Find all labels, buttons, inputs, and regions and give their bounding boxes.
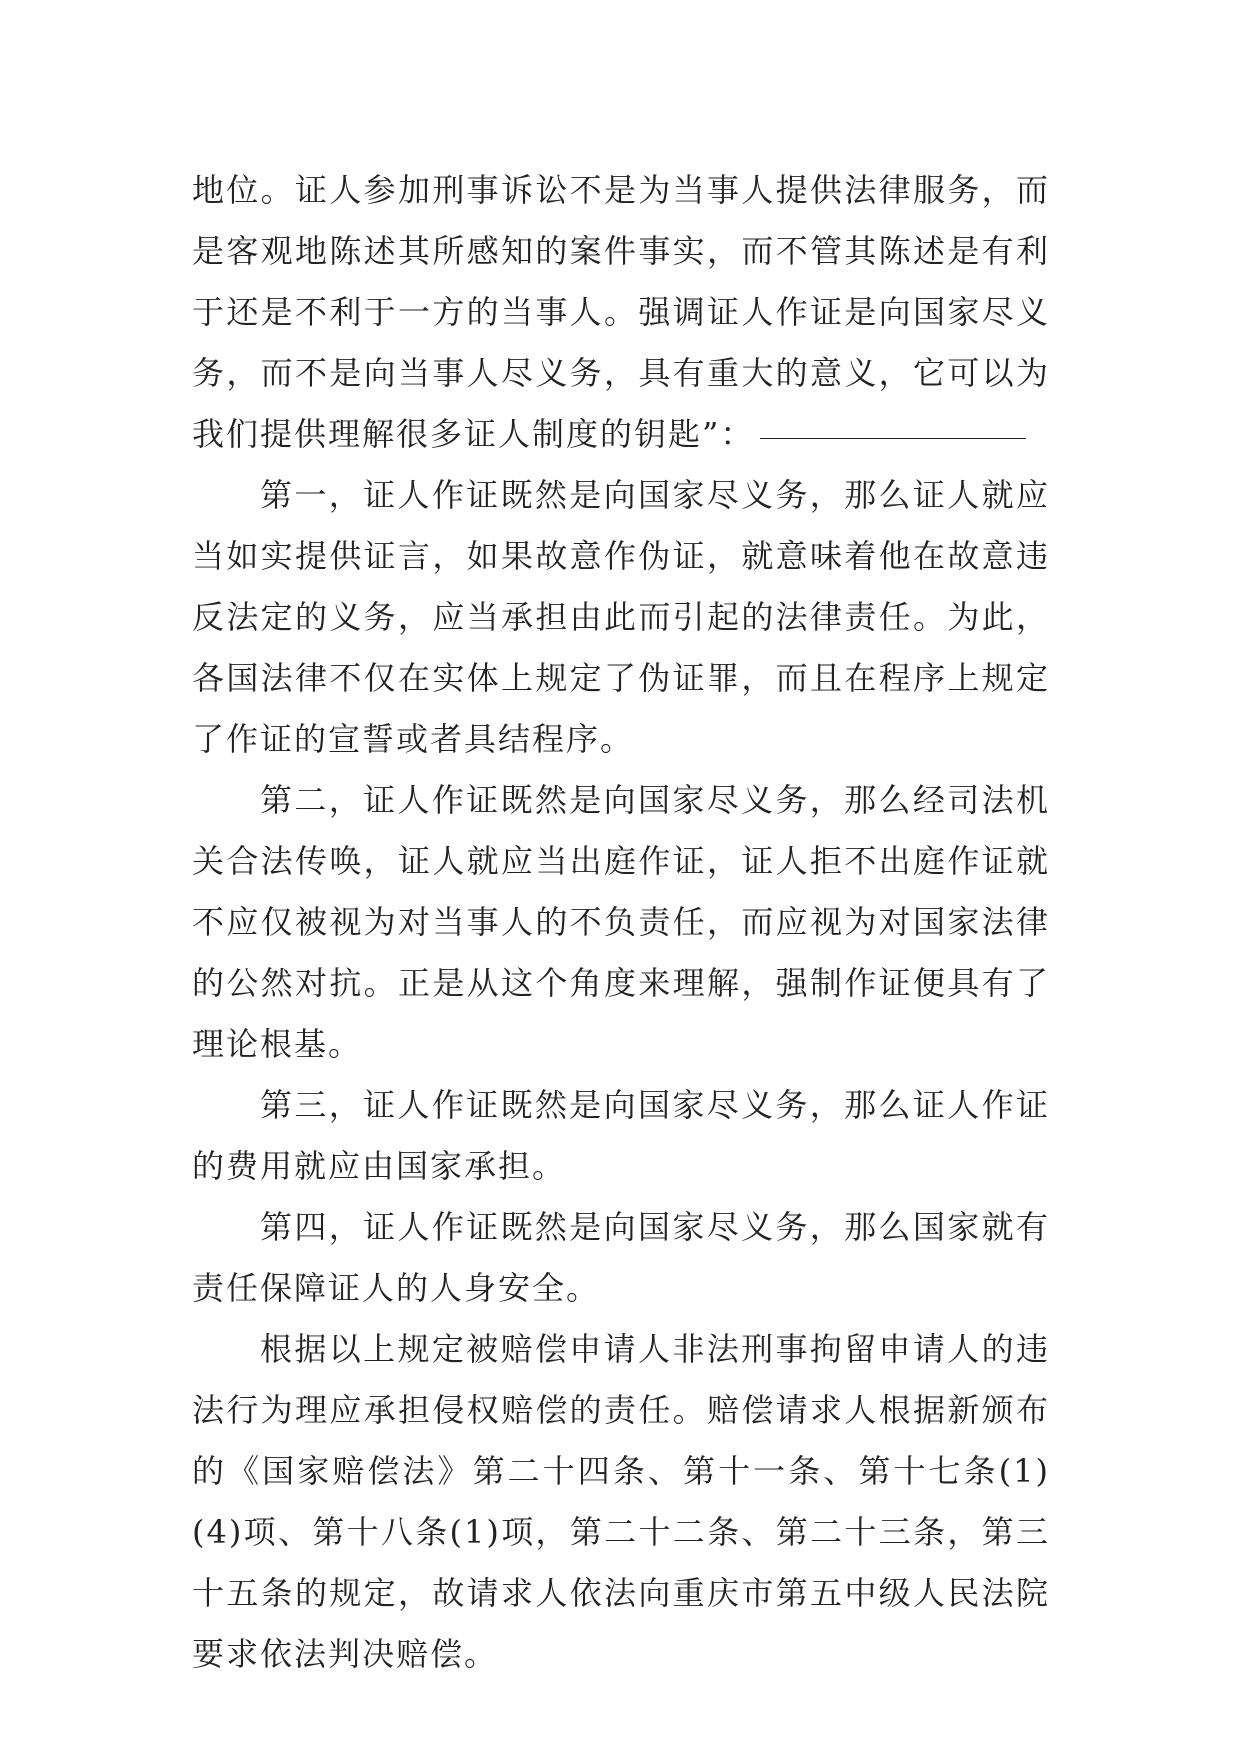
paragraph-text: 根据以上规定被赔偿申请人非法刑事拘留申请人的违法行为理应承担侵权赔偿的责任。赔偿请求人根据新颁布的《国家赔偿法》第二十四条、第十一条、第十七条(1)(4)项、第十八条(1)项，第二十二条、第二十三条，第三十五条的规定，故请求人依法向重庆市第五中级人民法院要求依法判决赔偿。 <box>192 1330 1050 1673</box>
paragraph-text: 第三，证人作证既然是向国家尽义务，那么证人作证的费用就应由国家承担。 <box>192 1086 1050 1185</box>
paragraph-first <box>192 465 1050 770</box>
paragraph-conclusion <box>192 1319 1050 1685</box>
paragraph-continuation <box>192 160 1050 465</box>
paragraph-fourth <box>192 1197 1050 1319</box>
paragraph-text: 第一，证人作证既然是向国家尽义务，那么证人就应当如实提供证言，如果故意作伪证，就意味着他在故意违反法定的义务，应当承担由此而引起的法律责任。为此，各国法律不仅在实体上规定了伪证罪，而且在程序上规定了作证的宣誓或者具结程序。 <box>192 476 1050 758</box>
paragraph-second <box>192 770 1050 1075</box>
paragraph-text: 第四，证人作证既然是向国家尽义务，那么国家就有责任保障证人的人身安全。 <box>192 1208 1050 1307</box>
paragraph-text: 地位。证人参加刑事诉讼不是为当事人提供法律服务，而是客观地陈述其所感知的案件事实，而不管其陈述是有利于还是不利于一方的当事人。强调证人作证是向国家尽义务，而不是向当事人尽义务，具有重大的意义，它可以为我们提供理解很多证人制度的钥匙”： <box>192 171 1050 453</box>
document-body <box>192 160 1050 1685</box>
fill-in-blank-line <box>760 434 1026 439</box>
paragraph-third <box>192 1075 1050 1197</box>
paragraph-text: 第二，证人作证既然是向国家尽义务，那么经司法机关合法传唤，证人就应当出庭作证，证人拒不出庭作证就不应仅被视为对当事人的不负责任，而应视为对国家法律的公然对抗。正是从这个角度来理解，强制作证便具有了理论根基。 <box>192 781 1050 1063</box>
